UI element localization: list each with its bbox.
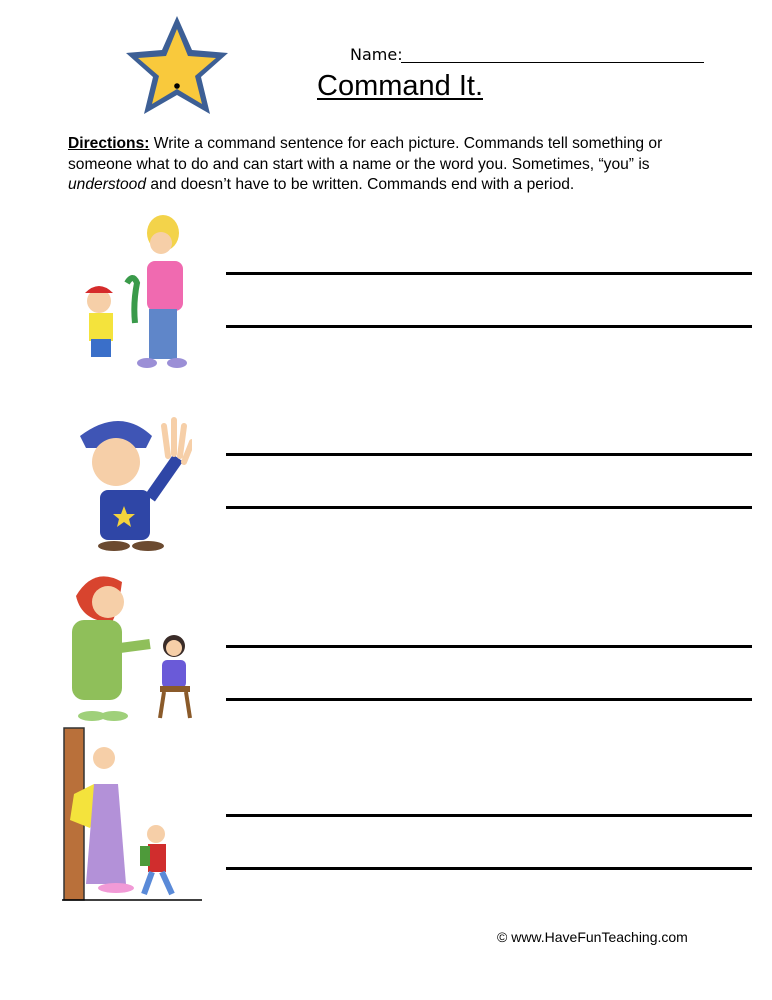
- police-officer-stop-illustration: [72, 406, 192, 554]
- answer-line-1a[interactable]: [226, 272, 752, 275]
- directions-emphasis: understood: [68, 176, 147, 193]
- answer-line-3a[interactable]: [226, 645, 752, 648]
- page-title: Command It.: [317, 70, 483, 102]
- answer-line-3b[interactable]: [226, 698, 752, 701]
- directions: [68, 134, 718, 196]
- directions-label: Directions:: [68, 135, 150, 152]
- mother-boy-school-illustration: [60, 724, 206, 904]
- name-label: Name:: [350, 45, 403, 64]
- answer-line-2a[interactable]: [226, 453, 752, 456]
- star-icon: [122, 13, 232, 118]
- answer-line-2b[interactable]: [226, 506, 752, 509]
- answer-line-1b[interactable]: [226, 325, 752, 328]
- answer-line-4a[interactable]: [226, 814, 752, 817]
- directions-text-end: and doesn’t have to be written. Commands end with a period.: [146, 176, 575, 193]
- copyright-footer: © www.HaveFunTeaching.com: [497, 929, 688, 945]
- answer-line-4b[interactable]: [226, 867, 752, 870]
- directions-text: Write a command sentence for each picture. Commands tell something or someone what to do and can start with a name or the word you. Sometimes, “you” is: [68, 135, 663, 173]
- mother-boy-lizard-illustration: [75, 213, 193, 373]
- mother-girl-chair-illustration: [64, 568, 198, 724]
- name-field[interactable]: [401, 62, 704, 63]
